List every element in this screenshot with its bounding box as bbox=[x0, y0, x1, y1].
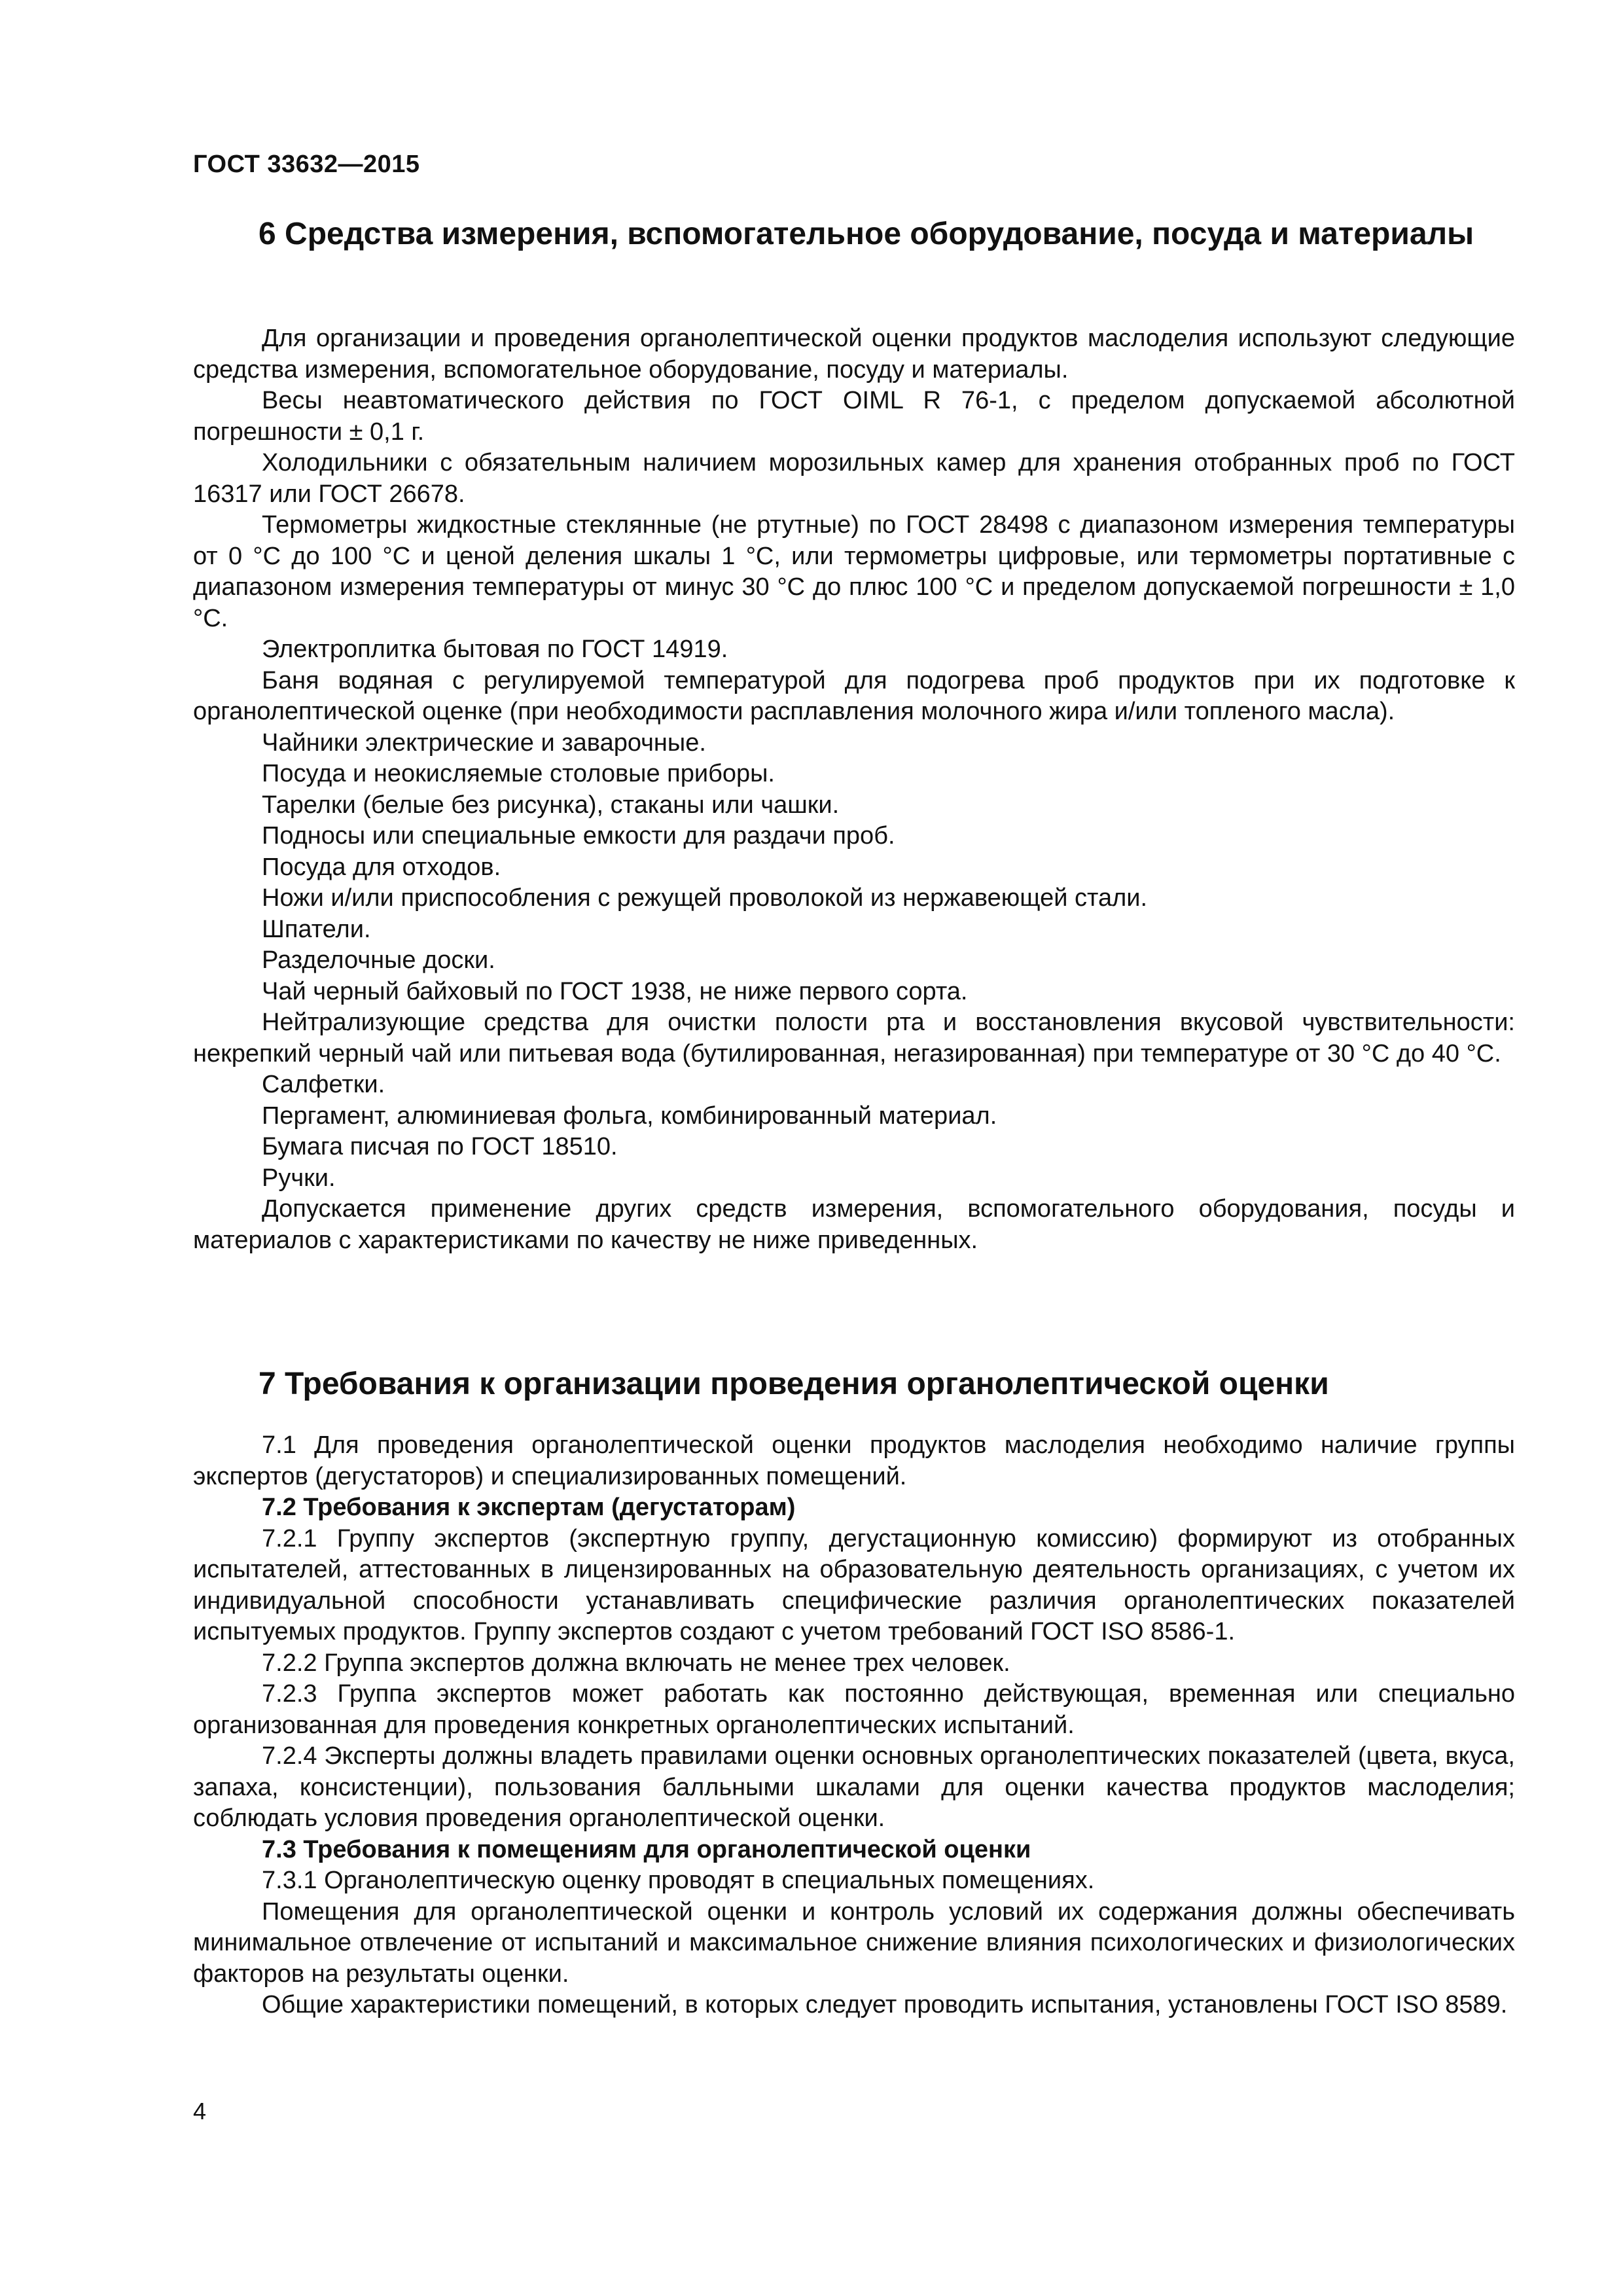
paragraph: Разделочные доски. bbox=[262, 946, 495, 974]
paragraph: Шпатели. bbox=[262, 915, 371, 943]
paragraph-7-2-3: 7.2.3 Группа экспертов может работать как постоянно действующая, временная или специально организованная для проведения конкретных органолептических испытаний. bbox=[193, 1680, 1515, 1739]
paragraph: Чайники электрические и заварочные. bbox=[262, 728, 706, 757]
subsection-7-3-heading: 7.3 Требования к помещениям для органолептической оценки bbox=[262, 1835, 1031, 1863]
paragraph: Бумага писчая по ГОСТ 18510. bbox=[262, 1133, 618, 1160]
paragraph: Пергамент, алюминиевая фольга, комбинированный материал. bbox=[262, 1102, 997, 1130]
subsection-7-2-heading: 7.2 Требования к экспертам (дегустаторам) bbox=[262, 1494, 796, 1521]
section-6-body bbox=[193, 323, 1515, 1256]
section-6-number: 6 bbox=[259, 217, 276, 251]
paragraph-7-3-1: 7.3.1 Органолептическую оценку проводят в специальных помещениях. bbox=[262, 1867, 1095, 1894]
paragraph-7-1: 7.1 Для проведения органолептической оценки продуктов маслоделия необходимо наличие группы экспертов (дегустаторов) и специализированных помещений. bbox=[193, 1431, 1515, 1490]
paragraph: Тарелки (белые без рисунка), стаканы или чашки. bbox=[262, 791, 840, 819]
section-6-heading bbox=[193, 215, 1515, 254]
paragraph: Нейтрализующие средства для очистки полости рта и восстановления вкусовой чувствительности: некрепкий черный чай или питьевая вода (бутилированная, негазированная) при температуре от 30 °С до 40 °С. bbox=[193, 1009, 1515, 1067]
paragraph-7-2-1: 7.2.1 Группу экспертов (экспертную группу, дегустационную комиссию) формируют из отобранных испытателей, аттестованных в лицензированных на образовательную деятельность организациях, с учетом их индивидуальной способности устанавливать специфические различия органолептических показателей испытуемых продуктов. Группу экспертов создают с учетом требований ГОСТ ISO 8586-1. bbox=[193, 1524, 1515, 1645]
paragraph: Салфетки. bbox=[262, 1071, 385, 1098]
page-number: 4 bbox=[193, 2098, 207, 2125]
section-7-heading: 7 Требования к организации проведения органолептической оценки bbox=[259, 1367, 1329, 1401]
paragraph: Подносы или специальные емкости для раздачи проб. bbox=[262, 822, 895, 850]
paragraph: Чай черный байховый по ГОСТ 1938, не ниже первого сорта. bbox=[262, 977, 968, 1005]
section-6-title: Средства измерения, вспомогательное оборудование, посуда и материалы bbox=[285, 217, 1474, 251]
paragraph: Электроплитка бытовая по ГОСТ 14919. bbox=[262, 636, 728, 663]
document-code: ГОСТ 33632—2015 bbox=[193, 151, 420, 178]
section-7-body bbox=[193, 1430, 1515, 2021]
paragraph-7-2-2: 7.2.2 Группа экспертов должна включать не менее трех человек. bbox=[262, 1649, 1010, 1677]
paragraph: Посуда и неокисляемые столовые приборы. bbox=[262, 760, 775, 787]
paragraph: Для организации и проведения органолептической оценки продуктов маслоделия используют следующие средства измерения, вспомогательное оборудование, посуду и материалы. bbox=[193, 325, 1515, 384]
paragraph-7-3-1-c: Общие характеристики помещений, в которых следует проводить испытания, установлены ГОСТ ISO 8589. bbox=[262, 1991, 1508, 2018]
paragraph: Баня водяная с регулируемой температурой для подогрева проб продуктов при их подготовке к органолептической оценке (при необходимости расплавления молочного жира и/или топленого масла). bbox=[193, 666, 1515, 725]
document-page bbox=[193, 0, 1515, 2296]
paragraph: Посуда для отходов. bbox=[262, 853, 501, 881]
paragraph: Термометры жидкостные стеклянные (не ртутные) по ГОСТ 28498 с диапазоном измерения температуры от 0 °С до 100 °С и ценой деления шкалы 1 °С, или термометры цифровые, или термометры портативные с диапазоном измерения температуры от минус 30 °С до плюс 100 °С и пределом допускаемой погрешности ± 1,0 °С. bbox=[193, 511, 1515, 632]
paragraph-7-2-4: 7.2.4 Эксперты должны владеть правилами оценки основных органолептических показателей (цвета, вкуса, запаха, консистенции), пользования балльными шкалами для оценки качества продуктов маслоделия; соблюдать условия проведения органолептической оценки. bbox=[193, 1742, 1515, 1832]
paragraph: Допускается применение других средств измерения, вспомогательного оборудования, посуды и материалов с характеристиками по качеству не ниже приведенных. bbox=[193, 1195, 1515, 1254]
paragraph: Ручки. bbox=[262, 1164, 336, 1192]
paragraph: Холодильники с обязательным наличием морозильных камер для хранения отобранных проб по ГОСТ 16317 или ГОСТ 26678. bbox=[193, 449, 1515, 508]
paragraph: Ножи и/или приспособления с режущей проволокой из нержавеющей стали. bbox=[262, 884, 1148, 912]
paragraph: Весы неавтоматического действия по ГОСТ OIML R 76-1, с пределом допускаемой абсолютной погрешности ± 0,1 г. bbox=[193, 387, 1515, 446]
paragraph-7-3-1-b: Помещения для органолептической оценки и контроль условий их содержания должны обеспечивать минимальное отвлечение от испытаний и максимальное снижение влияния психологических и физиологических факторов на результаты оценки. bbox=[193, 1897, 1515, 1988]
